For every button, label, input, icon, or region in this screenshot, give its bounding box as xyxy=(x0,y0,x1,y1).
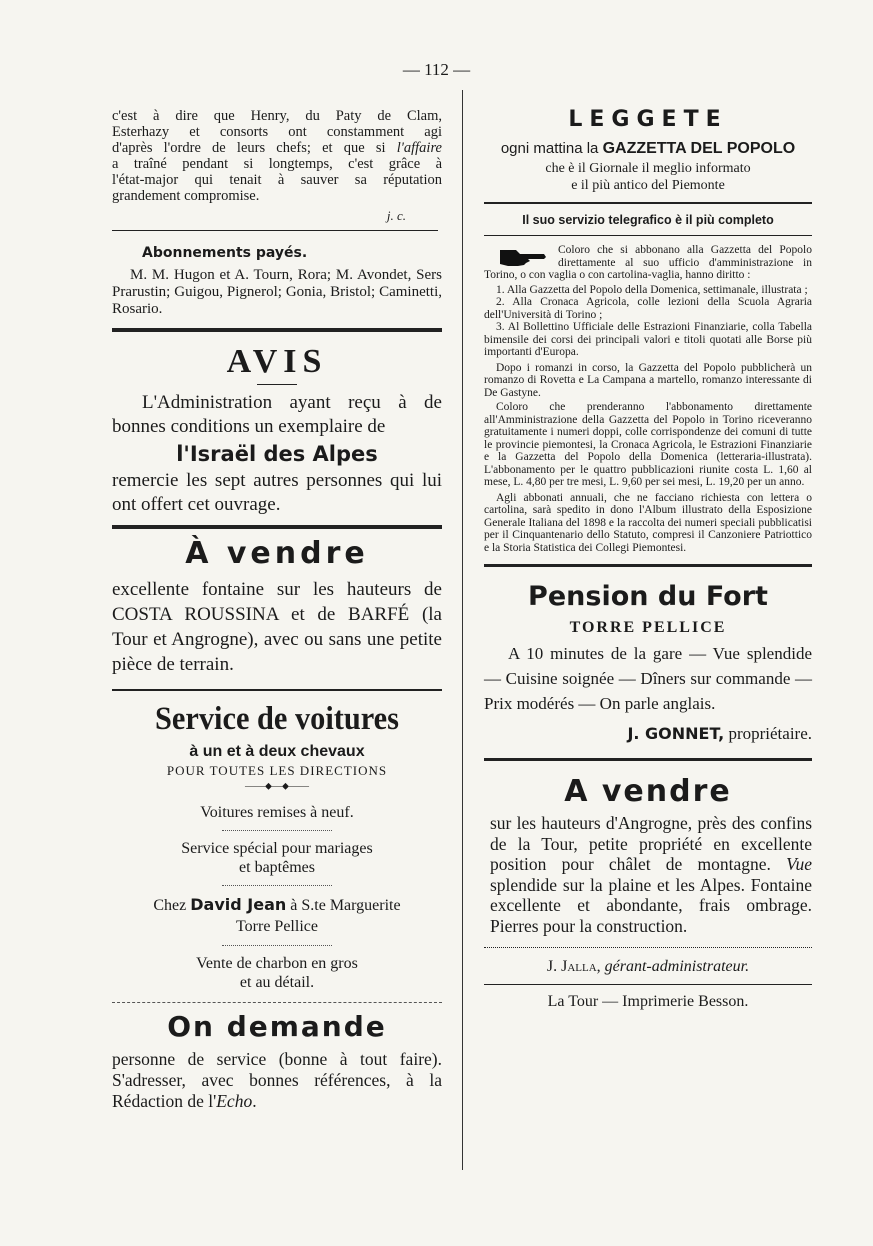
owner-name: J. GONNET, xyxy=(627,724,725,743)
avis-text-2: remercie les sept autres personnes qui lui ont offert cet ouvrage. xyxy=(112,470,442,515)
abonnements-section xyxy=(112,245,442,318)
divider xyxy=(222,885,332,886)
ornament: ——⬥—⬥—— xyxy=(245,781,309,792)
voitures-line: et au détail. xyxy=(239,974,315,991)
voitures-line: Service spécial pour mariages xyxy=(181,840,373,857)
vendre2-text: sur les hauteurs d'Angrogne, près des confins de la Tour, petite propriété en excellente position pour châlet de montagne. Vue splendide sur la plaine et les Alpes. Fontaine excellente et abondante, frais ombrage. Pierres pour la construction. xyxy=(490,813,812,936)
leggete-para: Dopo i romanzi in corso, la Gazzetta del Popolo pubblicherà un romanzo di Rovetta e La Campana a martello, romanzo interessante di De Gastyne. xyxy=(484,361,812,399)
leggete-line: e il più antico del Piemonte xyxy=(571,178,725,193)
divider xyxy=(222,945,332,946)
voitures-subtitle: à un et à deux chevaux xyxy=(189,743,365,760)
divider xyxy=(112,689,442,691)
leggete-line: che è il Giornale il meglio informato xyxy=(545,161,751,176)
pension-owner: J. GONNET, propriétaire. xyxy=(627,724,812,743)
right-column xyxy=(484,86,812,1011)
divider xyxy=(484,564,812,567)
voitures-line: Vente de charbon en gros xyxy=(196,955,358,972)
demande-section xyxy=(112,1005,442,1112)
avis-title: AVIS xyxy=(226,343,328,380)
gerant-line: J. Jalla, gérant-administrateur. xyxy=(546,957,750,975)
demande-title: On demande xyxy=(167,1010,387,1043)
leggete-section xyxy=(484,106,812,554)
leggete-line: ogni mattina la GAZZETTA DEL POPOLO xyxy=(500,140,796,157)
divider xyxy=(257,384,297,385)
abonnements-text: M. M. Hugon et A. Tourn, Rora; M. Avondet, Sers Prarustin; Guigou, Pignerol; Gonia, Bristol; Caminetti, Rosario. xyxy=(112,267,442,317)
pointing-hand-icon xyxy=(498,246,548,268)
divider xyxy=(484,947,812,948)
demande-text: personne de service (bonne à tout faire). S'adresser, avec bonnes références, à la Rédaction de l'Echo. xyxy=(112,1049,442,1111)
pension-section xyxy=(484,577,812,744)
divider xyxy=(484,202,812,204)
leggete-para: Agli abbonati annuali, che ne facciano richiesta con lettera o cartolina, sarà spedito in dono l'Album illustrato della Esposizione Generale Italiana del 1898 e la raccolta dei numeri speciali pubblicatisi per il Cinquantenario dello Statuto, compresi il Canzoniere Patriottico e la Storia Statistica dei Collegi Piemontesi. xyxy=(484,491,812,554)
leggete-item: 3. Al Bollettino Ufficiale delle Estrazioni Finanziarie, colla Tabella bimensile dei corsi dei principali valori e titoli quotati alle Borse più importanti d'Europa. xyxy=(484,321,812,358)
voitures-place: Torre Pellice xyxy=(236,918,318,935)
owner-name: David Jean xyxy=(190,895,287,914)
voitures-line: et baptêmes xyxy=(239,859,315,876)
imprimerie-line: La Tour — Imprimerie Besson. xyxy=(547,992,749,1010)
intro-paragraph: c'est à dire que Henry, du Paty de Clam, Esterhazy et consorts ont constamment agi d'après l'ordre de leurs chefs; et que si l'affaire a traîné pendant si longtemps, c'est grâce à l'état-major qui tenait à sauver sa réputation grandement compromise. xyxy=(112,108,442,204)
pension-title: Pension du Fort xyxy=(528,581,768,612)
left-column xyxy=(112,86,442,1112)
pension-text: A 10 minutes de la gare — Vue splendide — Cuisine soignée — Dîners sur commande — Prix modérés — On parle anglais. xyxy=(484,644,812,713)
leggete-para: Coloro che prenderanno l'abbonamento direttamente all'Amministrazione della Gazzetta del Popolo in Torino riceveranno gratuitamente i numeri doppi, colle corrispondenze dei comuni di tutte le provincie piemontesi, la Cronaca Agricola, le Estrazioni Finanziarie e la Gazzetta del Popolo della Domenica (letteraria-illustrata). L'abbonamento per le quattro pubblicazioni riunite costa L. 1,60 al mese, L. 4,80 per tre mesi, L. 9,60 per sei mesi, L. 19,20 per un anno. xyxy=(484,401,812,488)
avis-text: L'Administration ayant reçu à de bonnes conditions un exemplaire de xyxy=(112,392,442,437)
divider xyxy=(112,525,442,529)
vendre-title: À vendre xyxy=(185,536,369,571)
leggete-intro: Coloro che si abbonano alla Gazzetta del Popolo direttamente al suo ufficio d'amministrazione in Torino, o con vaglia o con cartolina-vaglia, hanno diritto : xyxy=(484,244,812,281)
vendre2-title: A vendre xyxy=(564,774,732,809)
divider xyxy=(484,235,812,236)
voitures-address: Chez David Jean à S.te Marguerite xyxy=(153,895,401,914)
vendre-text: excellente fontaine sur les hauteurs de COSTA ROUSSINA et de BARFÉ (la Tour et Angrogne), avec ou sans une petite pièce de terrain. xyxy=(112,579,442,675)
divider xyxy=(484,758,812,761)
voitures-line: Voitures remises à neuf. xyxy=(200,804,354,821)
vendre2-section xyxy=(484,771,812,937)
avis-section xyxy=(112,342,442,517)
column-divider xyxy=(462,90,463,1170)
divider xyxy=(222,830,332,831)
divider xyxy=(112,1002,442,1003)
leggete-item: 1. Alla Gazzetta del Popolo della Domenica, settimanale, illustrata ; xyxy=(496,283,808,296)
leggete-item: 2. Alla Cronaca Agricola, colle lezioni della Scuola Agraria dell'Università di Torino ; xyxy=(484,296,812,321)
pension-subtitle: TORRE PELLICE xyxy=(569,619,727,636)
page-number: — 112 — xyxy=(402,60,471,79)
divider xyxy=(112,328,442,332)
leggete-body xyxy=(484,244,812,554)
avis-book: l'Israël des Alpes xyxy=(176,442,378,466)
divider xyxy=(112,230,438,231)
leggete-title: LEGGETE xyxy=(568,107,728,132)
voitures-section xyxy=(112,697,442,992)
signature: j. c. xyxy=(386,208,406,223)
abonnements-title: Abonnements payés. xyxy=(142,245,308,261)
servizio-line: Il suo servizio telegrafico è il più completo xyxy=(522,213,774,227)
voitures-title: Service de voitures xyxy=(155,701,399,737)
voitures-directions: POUR TOUTES LES DIRECTIONS xyxy=(166,763,388,778)
vendre-section xyxy=(112,531,442,677)
divider xyxy=(484,984,812,985)
